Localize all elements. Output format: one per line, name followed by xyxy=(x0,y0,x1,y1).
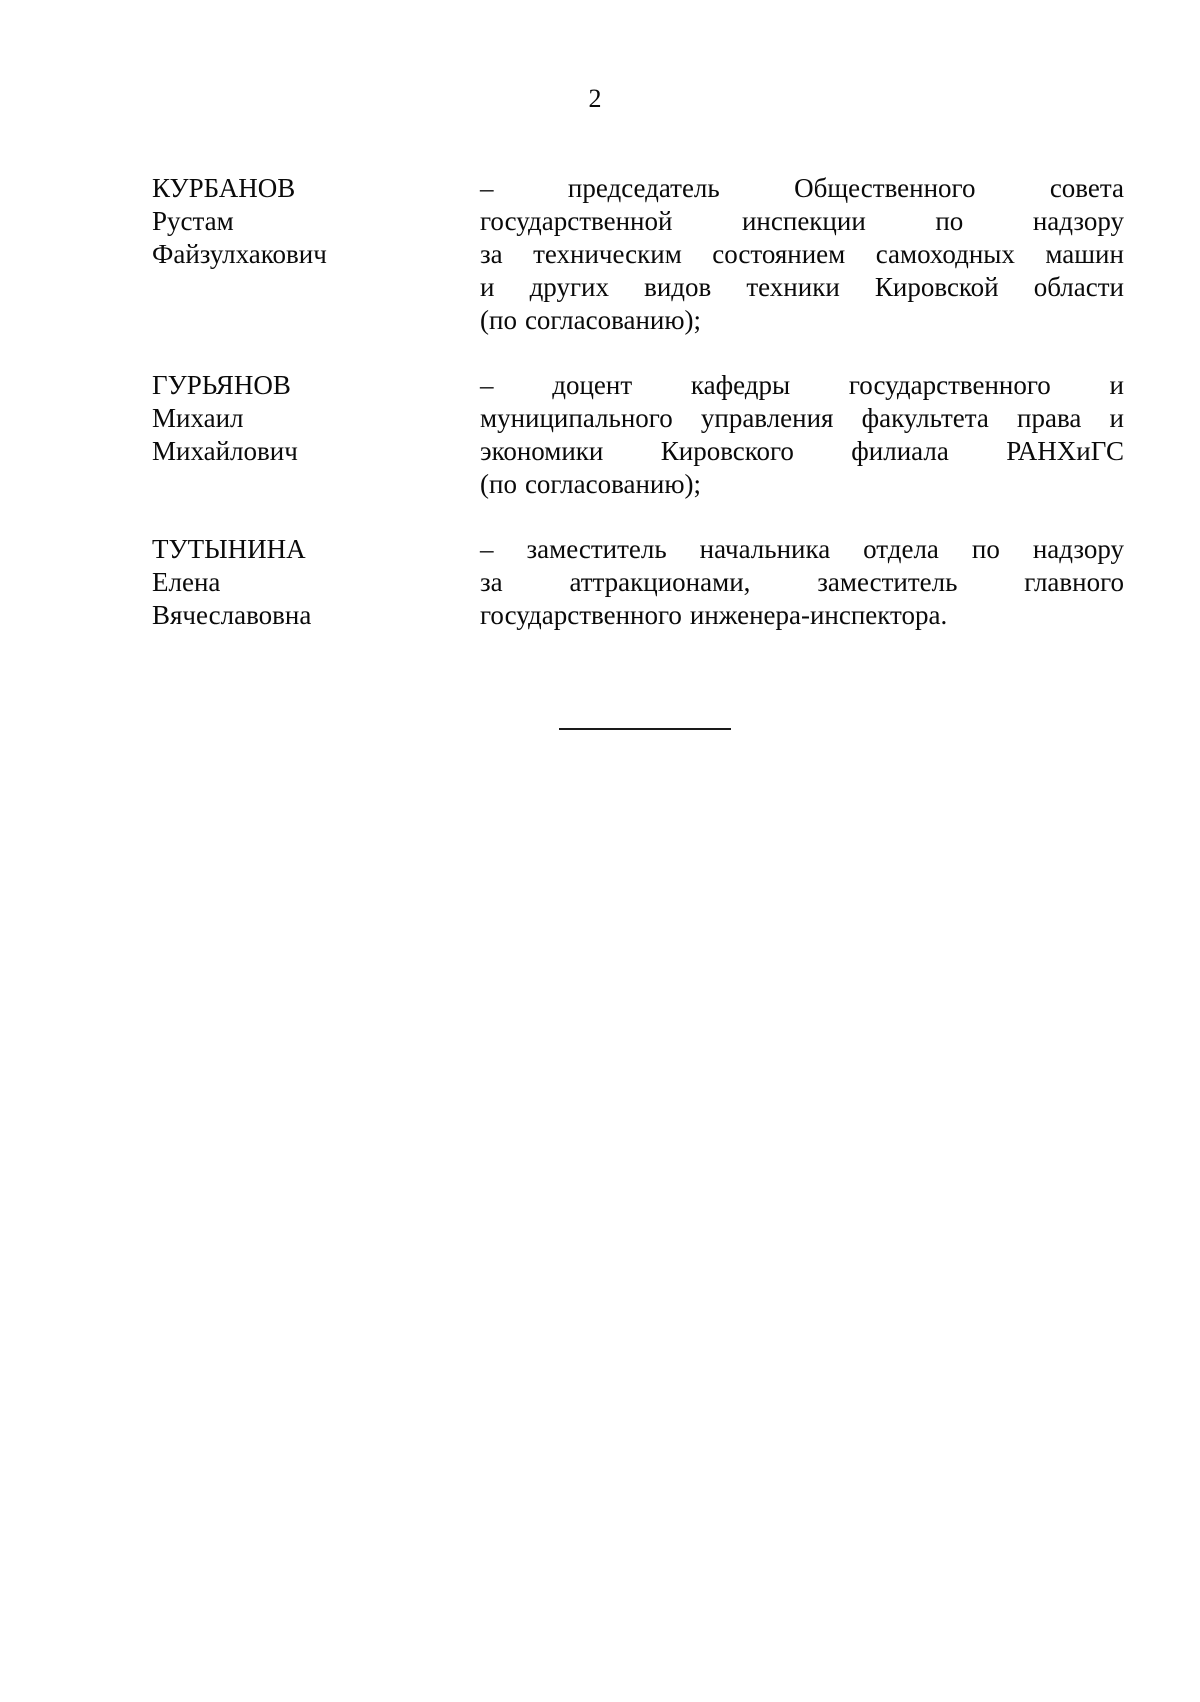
member-role xyxy=(480,369,1124,501)
role-word: по xyxy=(971,534,1000,564)
role-word: надзору xyxy=(1032,534,1124,564)
role-word: области xyxy=(1033,272,1124,302)
role-word: главного xyxy=(1024,567,1124,597)
role-word: видов xyxy=(644,272,712,302)
page-number: 2 xyxy=(588,84,602,113)
role-word: заместитель xyxy=(817,567,958,597)
member-patronymic: Файзулхакович xyxy=(152,239,327,269)
role-word: техники xyxy=(746,272,840,302)
role-word: отдела xyxy=(863,534,939,564)
role-line xyxy=(480,172,1124,205)
role-line xyxy=(480,402,1124,435)
role-word: состоянием xyxy=(712,239,846,269)
member-surname: КУРБАНОВ xyxy=(152,173,296,203)
member-surname: ТУТЫНИНА xyxy=(152,534,306,564)
role-word: согласованию); xyxy=(524,469,702,499)
role-word: Кировской xyxy=(874,272,999,302)
role-word: инспекции xyxy=(741,206,866,236)
role-word: филиала xyxy=(851,436,949,466)
role-word: председатель xyxy=(567,173,720,203)
role-word: по xyxy=(935,206,964,236)
role-word: за xyxy=(480,567,503,597)
member-name xyxy=(152,369,452,468)
role-word: совета xyxy=(1049,173,1124,203)
role-word: других xyxy=(529,272,609,302)
role-line xyxy=(480,533,1124,566)
member-name xyxy=(152,533,452,632)
role-line xyxy=(480,468,1124,501)
role-word: инженера-инспектора. xyxy=(689,600,948,630)
member-name xyxy=(152,172,452,271)
role-word: государственного xyxy=(480,600,682,630)
role-word: машин xyxy=(1045,239,1124,269)
role-word: права xyxy=(1017,403,1082,433)
role-word: заместитель xyxy=(526,534,667,564)
role-line xyxy=(480,205,1124,238)
role-word: и xyxy=(480,272,495,302)
role-line xyxy=(480,271,1124,304)
role-word: техническим xyxy=(533,239,682,269)
role-line xyxy=(480,566,1124,599)
role-word: факультета xyxy=(861,403,989,433)
role-word: за xyxy=(480,239,503,269)
role-word: Общественного xyxy=(794,173,976,203)
member-first-name: Рустам xyxy=(152,206,234,236)
role-word: – xyxy=(480,534,494,564)
member-first-name: Елена xyxy=(152,567,221,597)
member-role xyxy=(480,533,1124,632)
member-patronymic: Михайлович xyxy=(152,436,298,466)
role-word: доцент xyxy=(552,370,633,400)
member-patronymic: Вячеславовна xyxy=(152,600,312,630)
role-word: кафедры xyxy=(690,370,791,400)
role-line xyxy=(480,369,1124,402)
role-word: согласованию); xyxy=(524,305,702,335)
role-word: (по xyxy=(480,305,517,335)
role-word: надзору xyxy=(1032,206,1124,236)
end-divider-line xyxy=(559,728,731,730)
member-surname: ГУРЬЯНОВ xyxy=(152,370,291,400)
role-word: государственного xyxy=(848,370,1051,400)
role-word: (по xyxy=(480,469,517,499)
role-word: – xyxy=(480,370,494,400)
role-word: управления xyxy=(700,403,834,433)
role-word: государственной xyxy=(480,206,673,236)
role-line xyxy=(480,435,1124,468)
role-word: РАНХиГС xyxy=(1006,436,1124,466)
member-role xyxy=(480,172,1124,337)
role-word: Кировского xyxy=(660,436,794,466)
role-word: и xyxy=(1109,370,1124,400)
role-word: самоходных xyxy=(875,239,1015,269)
role-word: экономики xyxy=(480,436,604,466)
member-first-name: Михаил xyxy=(152,403,244,433)
role-line xyxy=(480,304,1124,337)
role-line xyxy=(480,238,1124,271)
role-line xyxy=(480,599,1124,632)
role-word: аттракционами, xyxy=(569,567,751,597)
role-word: – xyxy=(480,173,494,203)
role-word: начальника xyxy=(699,534,831,564)
role-word: муниципального xyxy=(480,403,673,433)
role-word: и xyxy=(1109,403,1124,433)
